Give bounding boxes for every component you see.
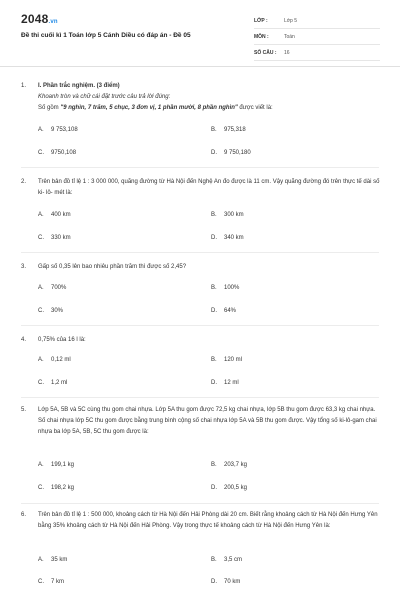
option-2d[interactable] [211, 235, 244, 241]
option-2c[interactable] [38, 235, 71, 241]
option-6c[interactable] [38, 579, 64, 585]
option-text: 975,318 [224, 127, 246, 133]
option-text: 9 753,108 [51, 127, 78, 133]
option-1d[interactable] [211, 150, 251, 156]
option-text: 64% [224, 308, 237, 314]
option-4c[interactable] [38, 380, 67, 386]
meta-key: LỚP : [254, 17, 268, 24]
option-letter: D. [211, 485, 217, 491]
option-text: 30% [51, 308, 64, 314]
option-letter: A. [38, 357, 44, 363]
question-6 [21, 510, 381, 532]
question-text: Trên bản đồ tỉ lệ 1 : 3 000 000, quãng đường từ Hà Nội đến Nghệ An đo được là 11 cm. Vậy quãng đường đó trên thực tế dài số ki- lô- mét là: [38, 179, 380, 196]
option-4d[interactable] [211, 380, 239, 386]
option-1b[interactable] [211, 127, 246, 133]
question-2 [21, 177, 381, 199]
option-letter: D. [211, 579, 217, 585]
option-6b[interactable] [211, 557, 242, 563]
question-divider [21, 503, 379, 504]
meta-value: Toán [284, 33, 295, 40]
question-instruction: Khoanh tròn và chữ cái đặt trước câu trả lời đúng: [38, 94, 171, 100]
meta-value: 16 [284, 49, 290, 56]
question-3 [21, 262, 381, 273]
question-text [38, 81, 381, 114]
option-5b[interactable] [211, 462, 247, 468]
option-letter: C. [38, 308, 44, 314]
option-letter: A. [38, 212, 44, 218]
option-text: 3,5 cm [224, 557, 243, 563]
meta-value: Lớp 5 [284, 17, 298, 24]
option-text: 200,5 kg [224, 485, 248, 491]
question-number: 6. [21, 512, 27, 518]
option-letter: D. [211, 150, 217, 156]
option-text: 198,2 kg [51, 485, 75, 491]
option-letter: A. [38, 557, 44, 563]
option-letter: D. [211, 235, 217, 241]
option-letter: C. [38, 380, 44, 386]
option-text: 120 ml [224, 357, 243, 363]
option-6a[interactable] [38, 557, 67, 563]
question-4 [21, 335, 381, 346]
option-text: 9 750,180 [224, 150, 251, 156]
option-3d[interactable] [211, 308, 236, 314]
option-5d[interactable] [211, 485, 247, 491]
option-text: 400 km [51, 212, 71, 218]
option-text: 330 km [51, 235, 71, 241]
question-prefix: Số gồm [38, 105, 61, 111]
option-text: 7 km [51, 579, 65, 585]
header-divider [0, 66, 400, 67]
option-text: 300 km [224, 212, 244, 218]
option-2b[interactable] [211, 212, 244, 218]
option-letter: B. [211, 212, 217, 218]
option-2a[interactable] [38, 212, 71, 218]
meta-key: SỐ CÂU : [254, 49, 277, 56]
question-divider [21, 397, 379, 398]
option-3a[interactable] [38, 285, 66, 291]
option-4b[interactable] [211, 357, 242, 363]
meta-row-class [254, 13, 380, 29]
option-5c[interactable] [38, 485, 74, 491]
question-1 [21, 81, 381, 114]
option-text: 100% [224, 285, 240, 291]
meta-table [254, 13, 380, 61]
option-letter: D. [211, 380, 217, 386]
option-letter: C. [38, 150, 44, 156]
document-title: Đề thi cuối kì 1 Toán lớp 5 Cánh Diều có đáp án - Đề 05 [21, 32, 191, 39]
option-letter: A. [38, 285, 44, 291]
meta-row-count [254, 45, 380, 61]
option-4a[interactable] [38, 357, 71, 363]
option-text: 9750,108 [51, 150, 77, 156]
logo-suffix: .vn [48, 19, 58, 25]
question-text: Lớp 5A, 5B và 5C cùng thu gom chai nhựa. Lớp 5A thu gom được 72,5 kg chai nhựa, lớp 5B thu gom được 63,3 kg chai nhựa. Số chai nhựa lớp 5C thu gom được bằng trung bình cộng số chai nhựa lớp 5A và 5B thu gom được. Vậy tổng số ki-lô-gam chai nhựa ba lớp 5A, 5B, 5C thu gom được là: [38, 407, 377, 435]
option-letter: C. [38, 235, 44, 241]
option-letter: A. [38, 462, 44, 468]
question-number: 5. [21, 407, 27, 413]
option-6d[interactable] [211, 579, 240, 585]
option-text: 70 km [224, 579, 241, 585]
option-text: 35 km [51, 557, 68, 563]
question-divider [21, 325, 379, 326]
meta-key: MÔN : [254, 33, 269, 40]
section-heading: I. Phần trắc nghiệm. (3 điểm) [38, 83, 120, 89]
question-quote: "9 nghìn, 7 trăm, 5 chục, 3 đơn vị, 1 phần mười, 8 phần nghìn" [60, 105, 238, 111]
question-number: 1. [21, 83, 27, 89]
option-text: 203,7 kg [224, 462, 248, 468]
option-text: 1,2 ml [51, 380, 68, 386]
option-text: 700% [51, 285, 67, 291]
option-letter: C. [38, 485, 44, 491]
page-header [0, 0, 400, 66]
question-number: 3. [21, 264, 27, 270]
option-letter: B. [211, 557, 217, 563]
option-letter: B. [211, 127, 217, 133]
option-letter: C. [38, 579, 44, 585]
question-5 [21, 405, 381, 438]
option-1a[interactable] [38, 127, 78, 133]
meta-row-subject [254, 29, 380, 45]
question-divider [21, 252, 379, 253]
option-5a[interactable] [38, 462, 74, 468]
option-text: 0,12 ml [51, 357, 71, 363]
question-number: 4. [21, 337, 27, 343]
option-letter: B. [211, 462, 217, 468]
option-1c[interactable] [38, 150, 76, 156]
question-text: Trên bản đồ tỉ lệ 1 : 500 000, khoảng cách từ Hà Nội đến Hải Phòng dài 20 cm. Biết rằng khoảng cách từ Hà Nội đến Hưng Yên bằng 35% khoảng cách từ Hà Nội đến Hải Phòng. Vậy trong thực tế khoảng cách từ Hà Nội đến Hưng Yên là: [38, 512, 378, 529]
site-logo[interactable] [21, 12, 58, 26]
option-letter: B. [211, 357, 217, 363]
question-number: 2. [21, 179, 27, 185]
option-letter: D. [211, 308, 217, 314]
option-3c[interactable] [38, 308, 63, 314]
option-text: 12 ml [224, 380, 239, 386]
logo-text: 2048 [21, 12, 49, 26]
option-text: 199,1 kg [51, 462, 75, 468]
option-text: 340 km [224, 235, 244, 241]
option-letter: B. [211, 285, 217, 291]
question-text: 0,75% của 16 l là: [38, 337, 86, 343]
question-text: Gấp số 0,35 lên bao nhiêu phần trăm thì được số 2,45? [38, 264, 187, 270]
option-letter: A. [38, 127, 44, 133]
question-divider [21, 167, 379, 168]
option-3b[interactable] [211, 285, 239, 291]
question-suffix: được viết là: [237, 105, 273, 111]
